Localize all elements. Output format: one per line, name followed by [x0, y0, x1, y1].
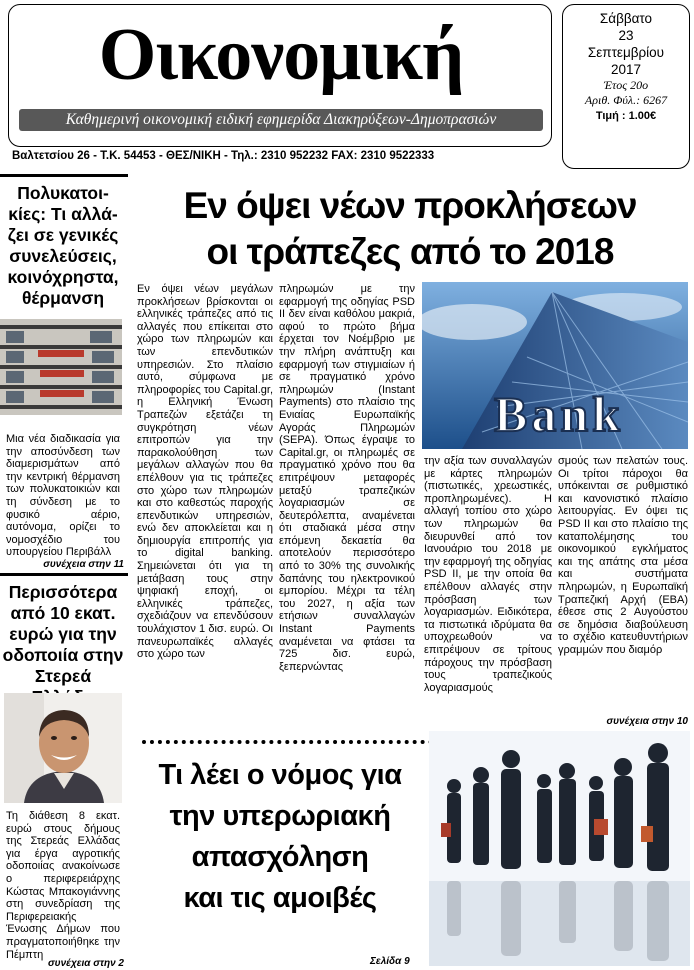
- price-label: Τιμή : 1.00€: [595, 110, 657, 122]
- bank-building-photo: [422, 282, 688, 449]
- masthead-frame: [8, 4, 552, 147]
- date-year: 2017: [610, 62, 642, 77]
- date-month: Σεπτεμβρίου: [587, 45, 665, 60]
- lead-headline-line-1: Εν όψει νέων προκλήσεων: [183, 185, 637, 226]
- bank-sign-text: Bank: [494, 386, 624, 442]
- left-middle-rule: [0, 573, 128, 576]
- date-box: [562, 4, 690, 169]
- business-people-photo: [429, 731, 690, 966]
- lead-headline[interactable]: [130, 183, 690, 275]
- date-day: Σάββατο: [599, 11, 653, 26]
- lead-headline-line-2: οι τράπεζες από το 2018: [206, 231, 614, 272]
- newspaper-subtitle: Καθημερινή οικονομική ειδική εφημερίδα Διακηρύξεων-Δημοπρασιών: [19, 109, 543, 131]
- sidebar-headline-2[interactable]: Περισσότερα από 10 εκατ. ευρώ για την οδοποιία στην Στερεά: [2, 582, 124, 686]
- sidebar-headline-1[interactable]: Πολυκατοι-κίες: Τι αλλά-ζει σε γενικές συνελεύσεις, κοινόχρηστα, θέρμανση: [7, 183, 119, 308]
- lead-column-4: σμούς των πελατών τους. Οι τρίτοι πάροχοι θα υπόκεινται σε ρυθμιστικό και κανονιστικό πλαίσιο λειτουργίας. Εν όψει τις PSD II και στο πλαίσιο της καταπολέμησης του οικονομικού εγκλήματος και της απάτης στα μέσα και συστήματα πληρωμών, η Ευρωπαϊκή Τραπεζική Αρχή (EBA) έθεσε στις 2 Αυγούστου σε δημόσια διαβούλευση το σχέδιο κατευθυντήριων γραμμών που διαμόρ: [558, 455, 688, 656]
- second-headline-line-3: απασχόληση: [191, 841, 369, 873]
- continue-link-11[interactable]: συνέχεια στην 11: [43, 559, 124, 570]
- lead-column-1: Εν όψει νέων μεγάλων προκλήσεων βρίσκονται οι ελληνικές τράπεζες από τις αλλαγές που επίκειται στο χώρο των πληρωμών και των επενδυτικών υπηρεσιών. Στο πλαίσιο αυτό, σύμφωνα με πληροφορίες του Capital.gr, η Ελληνική Ένωση Τραπεζών εξετάζει τη συγκρότηση νέων επιτροπών για την παρακολούθηση των μεγάλων αλλαγών που θα επέλθουν για τις τράπεζες στο χώρο των πληρωμών και στο καθεστώς παροχής επενδυτικών υπηρεσιών, ενώ δεν αποκλείεται και η δημιουργία επιτροπής για το digital banking. Σημειώνεται ότι για τη μετάβαση τους στην ψηφιακή εποχή, οι ελληνικές τράπεζες, σχεδιάζουν να επενδύσουν τουλάχιστον 1 δισ. ευρώ. Οι πανευρωπαϊκές αλλαγές στο χώρο των: [137, 283, 273, 661]
- newspaper-title: Οικονομική: [98, 14, 464, 96]
- issue-number: Αριθ. Φύλ.: 6267: [584, 93, 668, 107]
- second-headline[interactable]: [130, 755, 430, 919]
- lead-column-2: πληρωμών με την εφαρμογή της οδηγίας PSD II δεν είναι καθόλου μακριά, αφού το πρώτο βήμα έρχεται τον Νοέμβριο με την πλήρη ανάπτυξη και εφαρμογή των στιγμιαίων ή σε πραγματικό χρόνο πληρωμών (Instant Payments) στο πλαίσιο της Ενιαίας Ευρωπαϊκής Αγοράς Πληρωμών (SEPA). Όπως έγραψε το Capital.gr, οι πληρωμές σε πραγματικό χρόνο που θα επιτρέψουν μεταφορές μεταξύ τραπεζικών λογαριασμών σε δευτερόλεπτα, αναμένεται ότι σταδιακά μέσα στην επόμενη δεκαετία θα αποτελούν περισσότερο από το 30% της συνολικής δαπάνης του ηλεκτρονικού εμπορίου. Μέχρι τα τέλη του 2027, η αξία των ετήσιων συναλλαγών Instant Payments αναμένεται να φτάσει τα 725 δισ. ευρώ, ξεπερνώντας: [279, 283, 415, 673]
- sidebar-body-2: Τη διάθεση 8 εκατ. ευρώ στους δήμους της Στερεάς Ελλάδας για έργα αγροτικής οδοποιίας ανακοίνωσε ο περιφερειάρχης Κώστας Μπακογιάννης στη συνεδρίαση της Περιφερειακής Ένωσης Δήμων που πραγματοποιήθηκε την Πέμπτη: [6, 810, 120, 961]
- second-headline-line-1: Τι λέει ο νόμος για: [158, 759, 402, 791]
- second-headline-line-2: την υπερωριακή: [169, 800, 391, 832]
- page-reference[interactable]: Σελίδα 9: [370, 956, 410, 967]
- contact-line: Βαλτετσίου 26 - Τ.Κ. 54453 - ΘΕΣ/ΝΙΚΗ - Τηλ.: 2310 952232 FAX: 2310 9522333: [12, 150, 435, 162]
- continue-link-10[interactable]: συνέχεια στην 10: [606, 716, 688, 727]
- second-headline-line-4: και τις αμοιβές: [183, 882, 377, 914]
- date-number: 23: [618, 28, 634, 43]
- sidebar-body-1: Μια νέα διαδικασία για την αποσύνδεση των διαμερισμάτων από την κεντρική θέρμανση των πολυκατοικιών και τη σύνδεση με το φυσικό αέριο, αυτόνομα, ορίζει το νομοσχέδιο του υπουργείου Περιβάλλ: [6, 433, 120, 559]
- politician-portrait-photo: [4, 693, 122, 803]
- continue-link-2[interactable]: συνέχεια στην 2: [48, 958, 124, 969]
- volume-label: Έτος 20ο: [603, 78, 649, 92]
- apartment-building-photo: [0, 319, 122, 415]
- lead-column-3: την αξία των συναλλαγών με κάρτες πληρωμών (πιστωτικές, χρεωστικές, προπληρωμένες). Η αλλαγή τοπίου στο χώρο των πληρωμών θα διευρυνθεί από τον Ιανουάριο του 2018 με την εφαρμογή της οδηγίας PSD II, με την οποία θα επέλθουν αλλαγές στην πρόσβαση των λογαριασμών. Ειδικότερα, τα πιστωτικά ιδρύματα θα υποχρεωθούν να επιτρέψουν σε τρίτους πάροχους την πρόσβαση τους τραπεζικούς λογαριασμούς: [424, 455, 552, 694]
- left-top-rule: [0, 174, 128, 177]
